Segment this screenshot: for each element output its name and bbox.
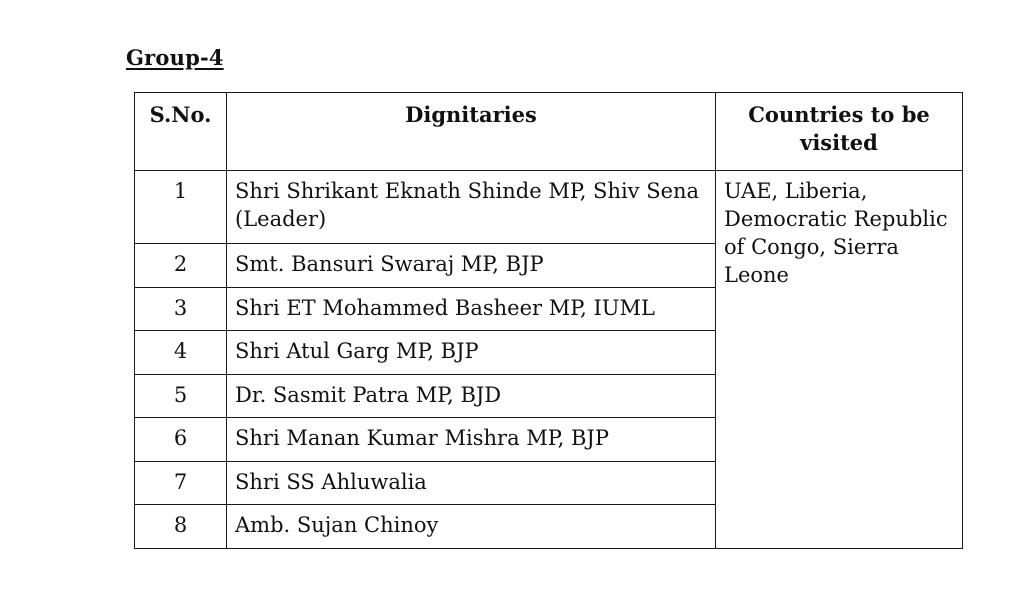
row-sno: 5 [135,374,227,418]
row-sno: 4 [135,331,227,375]
row-sno: 1 [135,171,227,244]
row-dignitary: Shri Manan Kumar Mishra MP, BJP [227,418,716,462]
row-sno: 8 [135,505,227,549]
header-dignitaries: Dignitaries [227,93,716,171]
dignitaries-table [134,92,963,549]
header-countries: Countries to be visited [716,93,963,171]
row-dignitary: Dr. Sasmit Patra MP, BJD [227,374,716,418]
row-sno: 7 [135,461,227,505]
row-sno: 6 [135,418,227,462]
header-sno: S.No. [135,93,227,171]
row-dignitary: Shri Shrikant Eknath Shinde MP, Shiv Sena (Leader) [227,171,716,244]
row-dignitary: Smt. Bansuri Swaraj MP, BJP [227,244,716,288]
row-dignitary: Amb. Sujan Chinoy [227,505,716,549]
countries-to-visit: UAE, Liberia, Democratic Republic of Congo, Sierra Leone [716,171,963,549]
row-dignitary: Shri ET Mohammed Basheer MP, IUML [227,287,716,331]
row-dignitary: Shri Atul Garg MP, BJP [227,331,716,375]
table-header-row [135,93,963,171]
table-row [135,171,963,244]
group-heading: Group-4 [126,45,224,70]
row-sno: 2 [135,244,227,288]
row-sno: 3 [135,287,227,331]
row-dignitary: Shri SS Ahluwalia [227,461,716,505]
